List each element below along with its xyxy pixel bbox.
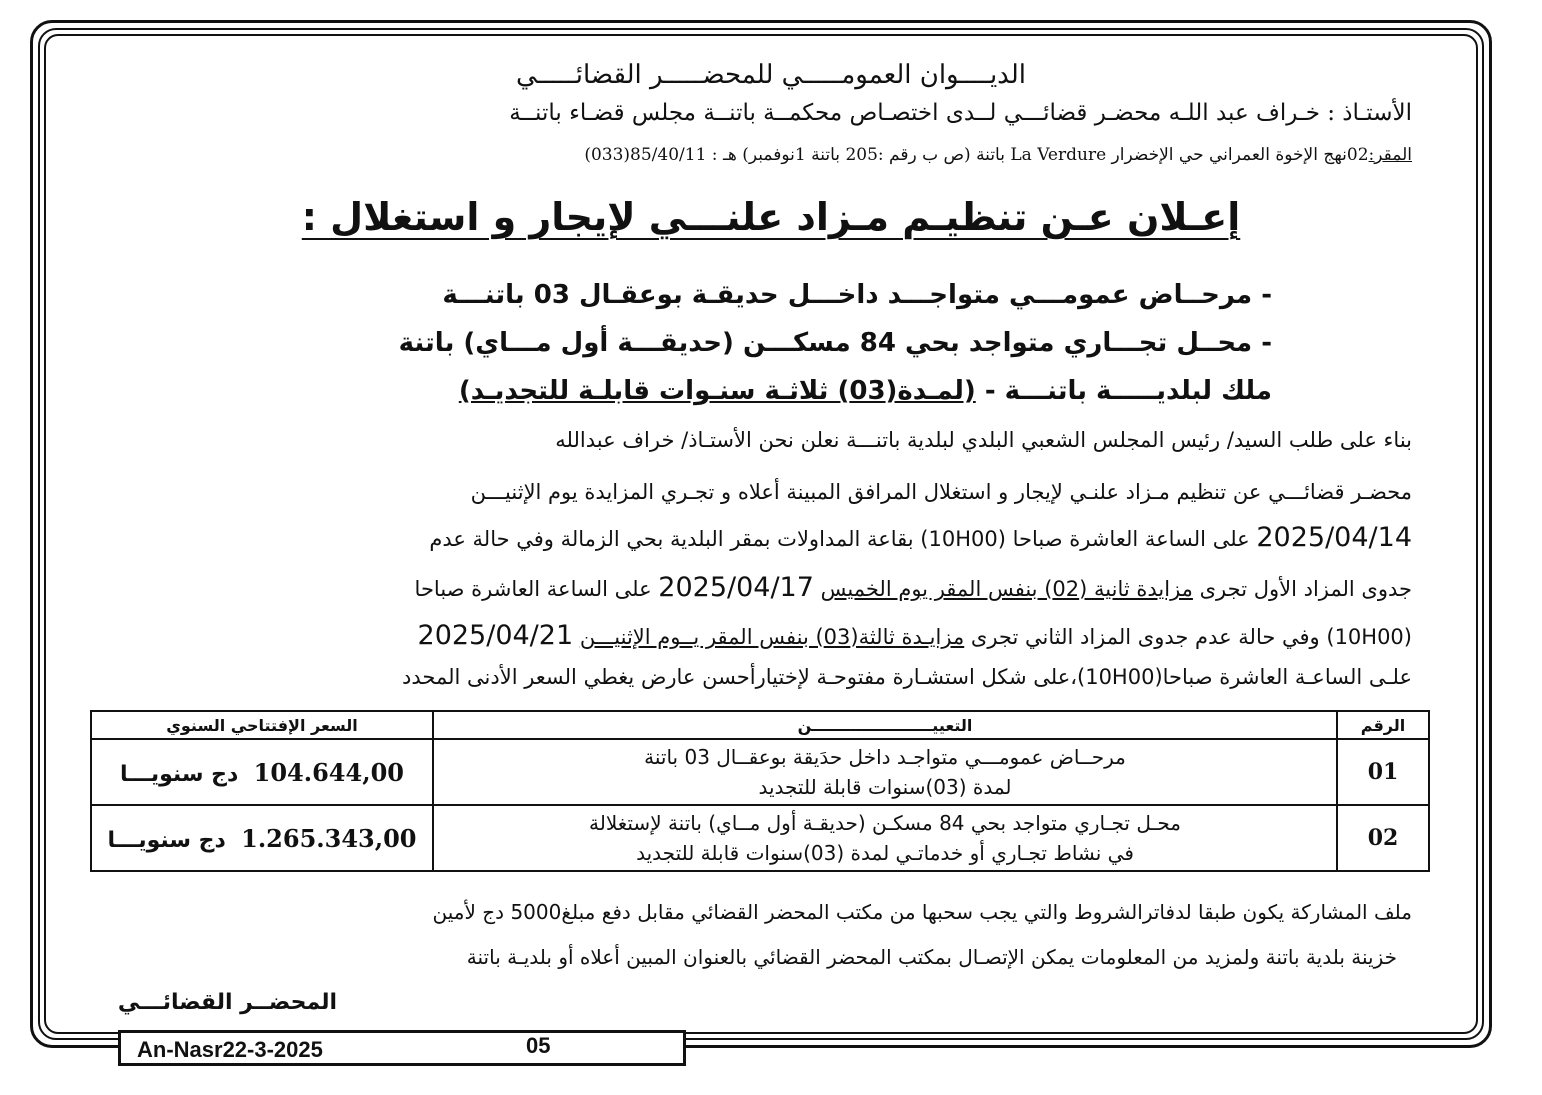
publication-source: An-Nasr22-3-2025 bbox=[137, 1037, 323, 1062]
price-table bbox=[90, 710, 1430, 872]
body-paragraph-3-rest: على الساعة العاشرة صباحا (10H00) بقاعة المداولات بمقر البلدية بحي الزمالة وفي حالة عدم bbox=[429, 527, 1250, 551]
address-text: 02نهج الإخوة العمراني حي الإخضرار La Verdure باتنة (ص ب رقم :205 باتنة 1نوفمبر) هـ : 85/40/11(033) bbox=[584, 145, 1369, 165]
row-number: 02 bbox=[1337, 805, 1429, 871]
third-auction-note: مزايـدة ثالثة(03) بنفس المقر يــوم الإثنيـــن bbox=[579, 625, 965, 649]
table-header-row bbox=[91, 711, 1429, 739]
price-amount: 104.644,00 bbox=[253, 757, 404, 787]
row-price bbox=[91, 805, 433, 871]
signature: المحضــر القضائـــي bbox=[117, 990, 337, 1015]
price-unit: دج سنويـــا bbox=[120, 761, 239, 787]
row-description bbox=[433, 805, 1337, 871]
ownership-prefix: ملك لبلديـــــة باتنـــة - bbox=[984, 376, 1272, 406]
price-amount: 1.265.343,00 bbox=[241, 823, 417, 853]
body-paragraph-1: بناء على طلب السيد/ رئيس المجلس الشعبي البلدي لبلدية باتنـــة نعلن نحن الأستـاذ/ خراف عبدالله bbox=[555, 428, 1412, 452]
body-paragraph-5-start: (10H00) وفي حالة عدم جدوى المزاد الثاني تجرى bbox=[970, 625, 1412, 649]
body-paragraph-6: علـى الساعـة العاشرة صباحا(10H00)،على شكل استشـارة مفتوحـة لإختيارأحسن عارض يغطي السعر الأدنى المحدد bbox=[402, 665, 1412, 689]
item-commercial-shop: - محــل تجـــاري متواجد بحي 84 مسكـــن (حديقـــة أول مـــاي) باتنة bbox=[398, 328, 1272, 358]
table-row bbox=[91, 805, 1429, 871]
bailiff-name: الأستـاذ : خـراف عبد اللـه محضـر قضائـــي لــدى اختصـاص محكمــة باتنــة مجلس قضـاء باتنــة bbox=[509, 100, 1412, 126]
announcement-headline: إعـلان عـن تنظيـم مـزاد علنـــي لإيجار و استغلال : bbox=[301, 195, 1241, 239]
row-number: 01 bbox=[1337, 739, 1429, 805]
publication-box bbox=[118, 1030, 686, 1066]
second-auction-date: 2025/04/17 bbox=[658, 572, 814, 603]
body-paragraph-2: محضـر قضائـــي عن تنظيم مـزاد علنـي لإيجار و استغلال المرافق المبينة أعلاه و تجـري المزايدة يوم الإثنيـــن bbox=[470, 480, 1412, 504]
first-auction-date: 2025/04/14 bbox=[1256, 522, 1412, 553]
contact-note: خزينة بلدية باتنة ولمزيد من المعلومات يمكن الإتصـال بمكتب المحضر القضائي بالعنوان المبين أعلاه أو بلديـة باتنة bbox=[466, 945, 1397, 969]
third-auction-date: 2025/04/21 bbox=[417, 620, 574, 651]
row-price bbox=[91, 739, 433, 805]
body-paragraph-4-start: جدوى المزاد الأول تجرى bbox=[1199, 577, 1412, 601]
header-opening-price: السعر الإفتتاحي السنوي bbox=[91, 711, 433, 739]
table-row bbox=[91, 739, 1429, 805]
header-number: الرقم bbox=[1337, 711, 1429, 739]
second-auction-note: مزايدة ثانية (02) بنفس المقر يوم الخميس bbox=[820, 577, 1193, 601]
row-description-line: محـل تجـاري متواجد بحي 84 مسكـن (حديقـة أول مــاي) باتنة لإستغلالة bbox=[589, 811, 1181, 835]
ownership-line bbox=[459, 376, 1272, 406]
participation-note: ملف المشاركة يكون طبقا لدفاترالشروط والتي يجب سحبها من مكتب المحضر القضائي مقابل دفع مبلغ5000 دج لأمين bbox=[432, 900, 1412, 924]
body-paragraph-4 bbox=[415, 572, 1412, 603]
office-title: الديــــوان العمومـــــي للمحضـــــر القضائـــــي bbox=[516, 60, 1026, 90]
header-designation: التعييــــــــــــــــــــــن bbox=[433, 711, 1337, 739]
address-label: المقر: bbox=[1368, 145, 1412, 165]
row-description-line: مرحــاض عمومـــي متواجـد داخل حدَيقة بوعقــال 03 باتنة bbox=[644, 745, 1126, 769]
body-paragraph-5 bbox=[418, 620, 1412, 651]
page-number: 05 bbox=[526, 1033, 551, 1058]
item-public-toilet: - مرحــاض عمومـــي متواجـــد داخـــل حديقـة بوعقـال 03 باتنـــة bbox=[442, 280, 1272, 310]
row-description-line: لمدة (03)سنوات قابلة للتجديد bbox=[758, 775, 1012, 799]
price-unit: دج سنويـــا bbox=[107, 827, 226, 853]
office-address bbox=[584, 145, 1412, 165]
row-description bbox=[433, 739, 1337, 805]
row-description-line: في نشاط تجـاري أو خدماتـي لمدة (03)سنوات قابلة للتجديد bbox=[636, 841, 1134, 865]
body-paragraph-3 bbox=[429, 522, 1412, 553]
ownership-duration: (لمـدة(03) ثلاثـة سنـوات قابلـة للتجديـد) bbox=[458, 376, 976, 406]
body-paragraph-4-rest: على الساعة العاشرة صباحا bbox=[414, 577, 652, 601]
